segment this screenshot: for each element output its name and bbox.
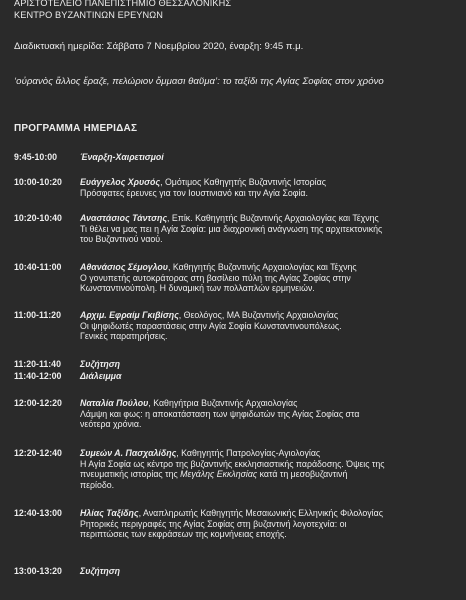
session-label: Συζήτηση [80,566,120,576]
session-time: 10:00-10:20 [14,177,62,187]
talk-title-cont: του Βυζαντινού ναού. [80,234,163,245]
emphasized-phrase: Μεγάλης Εκκλησίας [180,469,258,480]
announcement: Διαδικτυακή ημερίδα: Σάββατο 7 Νοεμβρίου 2020, έναρξη: 9:45 π.μ. [14,41,304,52]
session-givisis [14,310,456,342]
session-time: 13:00-13:20 [14,566,62,576]
talk-title: Οι ψηφιδωτές παραστάσεις στην Αγία Σοφία Κωνσταντινουπόλεως. [80,320,342,331]
session-discussion-2 [14,566,456,577]
session-time: 11:40-12:00 [14,371,62,381]
speaker-name: Ηλίας Ταξίδης [80,508,139,518]
speaker-name: Αθανάσιος Σέμογλου [80,262,168,272]
speaker-name: Αναστάσιος Τάντσης [80,213,167,223]
university-name: ΑΡΙΣΤΟΤΕΛΕΙΟ ΠΑΝΕΠΙΣΤΗΜΙΟ ΘΕΣΣΑΛΟΝΙΚΗΣ [14,0,232,8]
talk-title: Τι θέλει να μας πει η Αγία Σοφία: μια διαχρονική ανάγνωση της αρχιτεκτονικής [80,223,383,234]
session-time: 10:20-10:40 [14,213,62,223]
session-time: 11:00-11:20 [14,310,61,320]
session-tantsis [14,213,456,245]
speaker-name: Ναταλία Πούλου [80,398,149,408]
talk-title: Λάμψη και φως: η αποκατάσταση των ψηφιδωτών της Αγίας Σοφίας στα [80,408,360,419]
speaker-name: Αρχιμ. Εφραίμ Γκιβίσης [80,310,179,320]
session-label: Έναρξη-Χαιρετισμοί [80,152,164,162]
talk-title-cont: περιπτώσεις των εκφράσεων της κομνήνειας εποχής. [80,529,287,540]
session-time: 12:20-12:40 [14,448,62,458]
talk-title: Πρόσφατες έρευνες για τον Ιουστινιανό και την Αγία Σοφία. [80,187,308,198]
session-label: Διάλειμμα [80,371,122,381]
speaker-affiliation: , Αναπληρωτής Καθηγητής Μεσαιωνικής Ελληνικής Φιλολογίας [138,508,383,518]
session-discussion-1 [14,359,456,370]
session-poulou [14,398,456,430]
center-name: ΚΕΝΤΡΟ ΒΥΖΑΝΤΙΝΩΝ ΕΡΕΥΝΩΝ [14,10,163,20]
session-time: 12:00-12:20 [14,398,62,408]
session-time: 11:20-11:40 [14,359,61,369]
talk-title: Ρητορικές περιγραφές της Αγίας Σοφίας στη βυζαντινή λογοτεχνία: οι [80,518,347,529]
talk-title: Ο γονυπετής αυτοκράτορας στη βασίλειο πύλη της Αγίας Σοφίας στην [80,272,351,283]
talk-title-cont: νεότερα χρόνια. [80,419,142,430]
talk-title-cont: Γενικές παρατηρήσεις. [80,331,168,342]
speaker-affiliation: , Καθηγητής Πατρολογίας-Αγιολογίας [176,448,321,458]
speaker-affiliation: , Καθηγήτρια Βυζαντινής Αρχαιολογίας [148,398,298,408]
speaker-affiliation: , Ομότιμος Καθηγητής Βυζαντινής Ιστορίας [160,177,326,187]
speaker-affiliation: , Καθηγητής Βυζαντινής Αρχαιολογίας και Τέχνης [168,262,357,272]
session-semoglou [14,262,456,294]
session-time: 9:45-10:00 [14,152,58,162]
speaker-affiliation: , Επίκ. Καθηγητής Βυζαντινής Αρχαιολογίας και Τέχνης [167,213,379,223]
session-time: 10:40-11:00 [14,262,62,272]
session-opening [14,152,456,163]
header [14,0,231,21]
talk-title-cont: πνευματικής ιστορίας της Μεγάλης Εκκλησίας κατά τη μεσοβυζαντινή [80,469,348,480]
session-chrysos [14,177,456,198]
workshop-title: ‘οὐρανὸς ἄλλος ἔραζε, πελώριον ὄμμασι θαῦμα’: το ταξίδι της Αγίας Σοφίας στον χρόνο [14,76,384,87]
talk-title-cont: Κωνσταντινούπολη. Η δυναμική των πολλαπλών ερμηνειών. [80,283,315,294]
session-paschalidis [14,448,456,491]
program-heading: ΠΡΟΓΡΑΜΜΑ ΗΜΕΡΙΔΑΣ [14,123,138,134]
talk-title-end: περίοδο. [80,480,115,491]
speaker-name: Ευάγγελος Χρυσός [80,177,161,187]
speaker-name: Συμεών Α. Πασχαλίδης [80,448,177,458]
speaker-affiliation: , Θεολόγος, ΜΑ Βυζαντινής Αρχαιολογίας [178,310,339,320]
session-time: 12:40-13:00 [14,508,62,518]
session-break [14,371,456,382]
session-label: Συζήτηση [80,359,120,369]
session-taxidis [14,508,456,540]
talk-title: Η Αγία Σοφία ως κέντρο της βυζαντινής εκκλησιαστικής παράδοσης. Όψεις της [80,458,385,469]
